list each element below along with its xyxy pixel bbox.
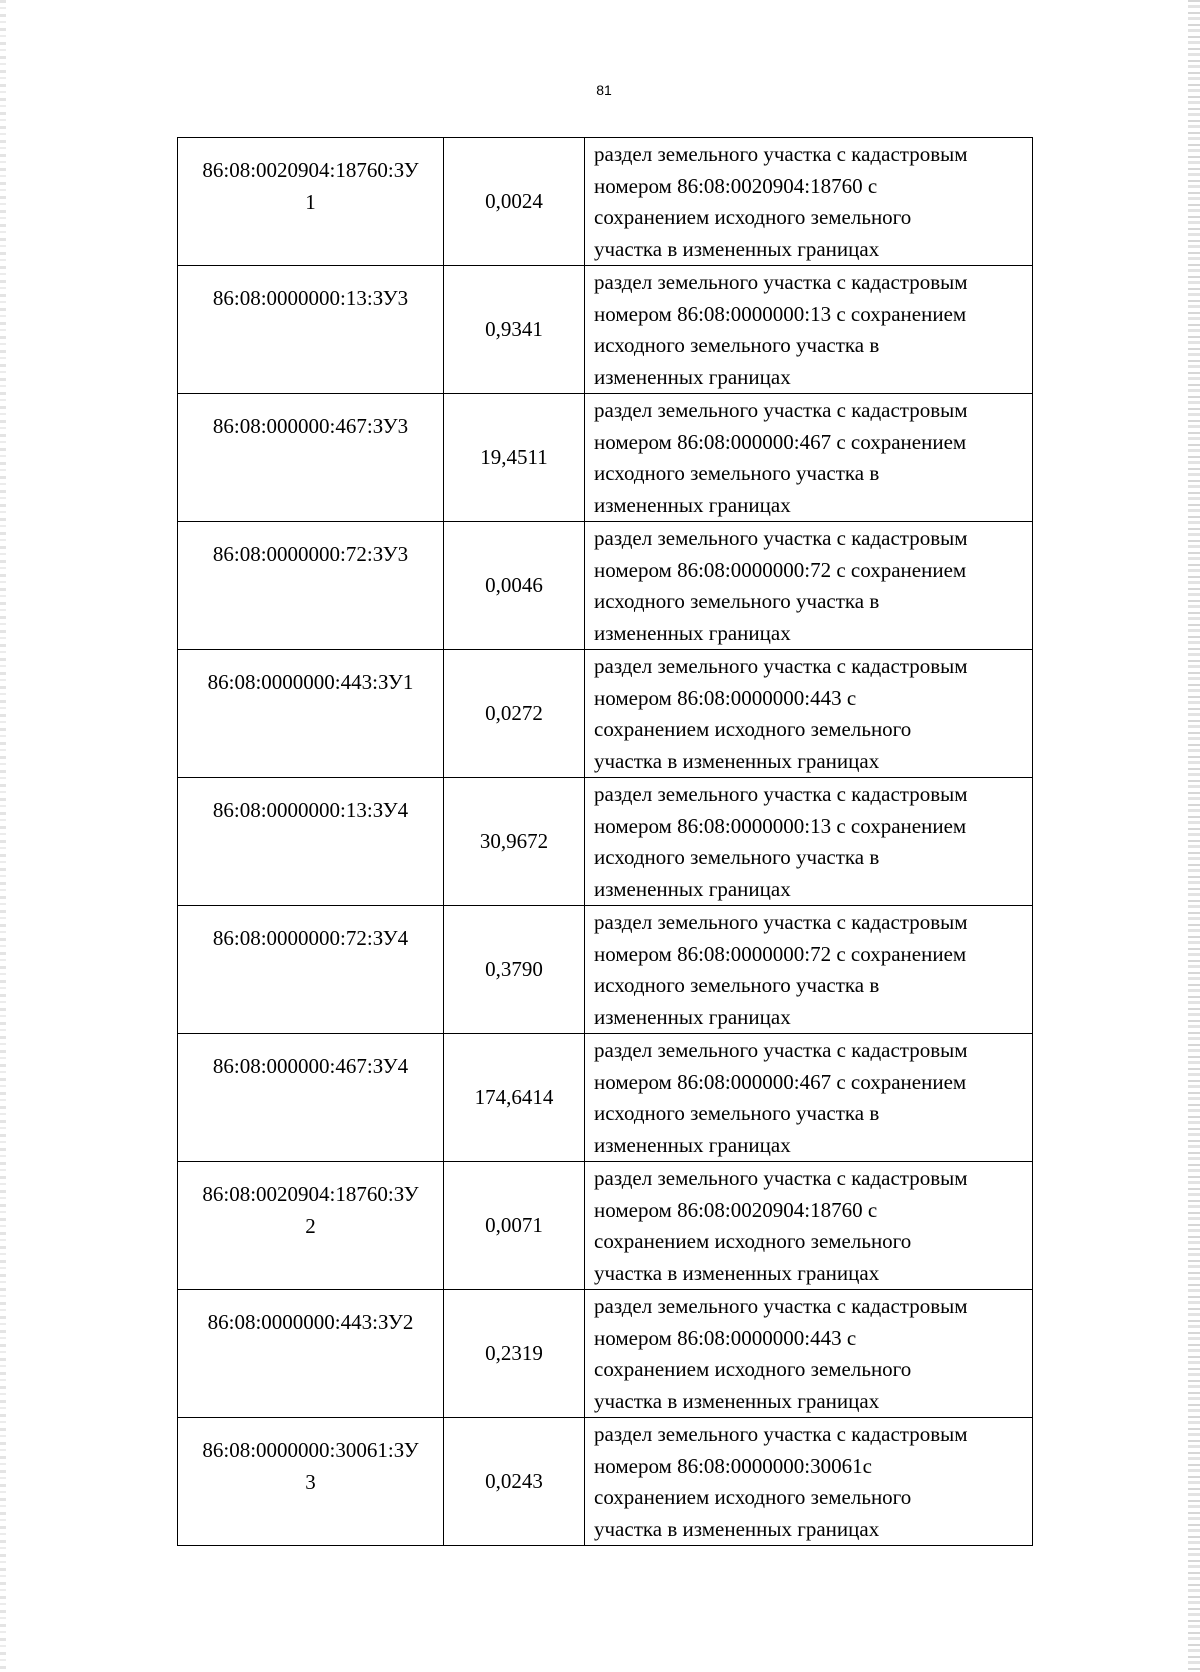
plot-description-cell <box>585 394 1033 522</box>
table-row <box>178 1418 1033 1546</box>
plot-id: 86:08:000000:467:ЗУ4 <box>212 1054 409 1078</box>
table-row <box>178 1034 1033 1162</box>
plot-description-cell <box>585 522 1033 650</box>
plot-description: раздел земельного участка с кадастровым номером 86:08:0000000:13 с сохранением исходного земельного участка в измененных границах <box>594 270 968 389</box>
table-row <box>178 522 1033 650</box>
table-row <box>178 394 1033 522</box>
plot-description: раздел земельного участка с кадастровым номером 86:08:0000000:443 с сохранением исходного земельного участка в измененных границах <box>594 1294 968 1413</box>
plot-id: 86:08:0000000:13:ЗУ4 <box>212 798 409 822</box>
plot-id: 86:08:0000000:72:ЗУ4 <box>212 926 409 950</box>
plot-id: 86:08:0000000:72:ЗУ3 <box>212 542 409 566</box>
plot-id-cell <box>178 266 444 394</box>
plot-id-cell <box>178 1034 444 1162</box>
plot-description: раздел земельного участка с кадастровым номером 86:08:000000:467 с сохранением исходного земельного участка в измененных границах <box>594 1038 968 1157</box>
table-row <box>178 266 1033 394</box>
plot-id-cell <box>178 906 444 1034</box>
plot-id: 86:08:0020904:18760:ЗУ 1 <box>202 158 419 214</box>
plot-area-cell <box>444 1162 585 1290</box>
plot-area-cell <box>444 522 585 650</box>
land-plots-table-body <box>178 138 1033 1546</box>
table-row <box>178 650 1033 778</box>
plot-area: 0,9341 <box>485 316 543 341</box>
page-number: 81 <box>596 82 612 98</box>
plot-area-cell <box>444 394 585 522</box>
plot-area: 0,0071 <box>485 1212 543 1237</box>
plot-id-cell <box>178 1418 444 1546</box>
plot-description: раздел земельного участка с кадастровым номером 86:08:0000000:30061с сохранением исходного земельного участка в измененных границах <box>594 1422 968 1541</box>
plot-area: 174,6414 <box>474 1084 554 1109</box>
plot-area: 19,4511 <box>480 444 548 469</box>
plot-area-cell <box>444 1290 585 1418</box>
plot-id: 86:08:000000:467:ЗУ3 <box>212 414 409 438</box>
table-row <box>178 138 1033 266</box>
plot-id-cell <box>178 138 444 266</box>
plot-id-cell <box>178 394 444 522</box>
plot-area-cell <box>444 906 585 1034</box>
plot-area-cell <box>444 266 585 394</box>
plot-description-cell <box>585 1162 1033 1290</box>
plot-description-cell <box>585 1290 1033 1418</box>
plot-area: 0,2319 <box>485 1340 543 1365</box>
plot-id: 86:08:0020904:18760:ЗУ 2 <box>202 1182 419 1238</box>
plot-area: 0,0046 <box>485 572 543 597</box>
plot-id-cell <box>178 1162 444 1290</box>
plot-id: 86:08:0000000:443:ЗУ2 <box>207 1310 414 1334</box>
plot-description-cell <box>585 778 1033 906</box>
plot-id: 86:08:0000000:13:ЗУ3 <box>212 286 409 310</box>
plot-area-cell <box>444 138 585 266</box>
plot-description-cell <box>585 1418 1033 1546</box>
plot-area: 0,0024 <box>485 188 543 213</box>
scan-edge-left <box>0 0 6 1672</box>
plot-id: 86:08:0000000:443:ЗУ1 <box>207 670 414 694</box>
plot-id-cell <box>178 522 444 650</box>
plot-description-cell <box>585 650 1033 778</box>
table-row <box>178 778 1033 906</box>
table-row <box>178 1162 1033 1290</box>
plot-area: 0,3790 <box>485 956 543 981</box>
plot-description: раздел земельного участка с кадастровым номером 86:08:0000000:72 с сохранением исходного земельного участка в измененных границах <box>594 526 968 645</box>
plot-id-cell <box>178 1290 444 1418</box>
plot-description: раздел земельного участка с кадастровым номером 86:08:0000000:13 с сохранением исходного земельного участка в измененных границах <box>594 782 968 901</box>
table-row <box>178 906 1033 1034</box>
table-row <box>178 1290 1033 1418</box>
plot-description: раздел земельного участка с кадастровым номером 86:08:0000000:72 с сохранением исходного земельного участка в измененных границах <box>594 910 968 1029</box>
land-plots-table <box>177 137 1033 1546</box>
plot-description-cell <box>585 1034 1033 1162</box>
plot-description: раздел земельного участка с кадастровым номером 86:08:000000:467 с сохранением исходного земельного участка в измененных границах <box>594 398 968 517</box>
plot-area-cell <box>444 650 585 778</box>
scan-edge-right <box>1188 0 1200 1672</box>
plot-area-cell <box>444 1418 585 1546</box>
plot-description-cell <box>585 266 1033 394</box>
plot-area-cell <box>444 778 585 906</box>
plot-description: раздел земельного участка с кадастровым номером 86:08:0020904:18760 с сохранением исходного земельного участка в измененных границах <box>594 1166 968 1285</box>
plot-area: 0,0272 <box>485 700 543 725</box>
plot-area: 30,9672 <box>479 828 549 853</box>
plot-id: 86:08:0000000:30061:ЗУ 3 <box>202 1438 419 1494</box>
plot-id-cell <box>178 778 444 906</box>
plot-area-cell <box>444 1034 585 1162</box>
plot-description: раздел земельного участка с кадастровым номером 86:08:0000000:443 с сохранением исходного земельного участка в измененных границах <box>594 654 968 773</box>
plot-description-cell <box>585 138 1033 266</box>
plot-description: раздел земельного участка с кадастровым номером 86:08:0020904:18760 с сохранением исходного земельного участка в измененных границах <box>594 142 968 261</box>
plot-description-cell <box>585 906 1033 1034</box>
plot-area: 0,0243 <box>485 1468 543 1493</box>
plot-id-cell <box>178 650 444 778</box>
